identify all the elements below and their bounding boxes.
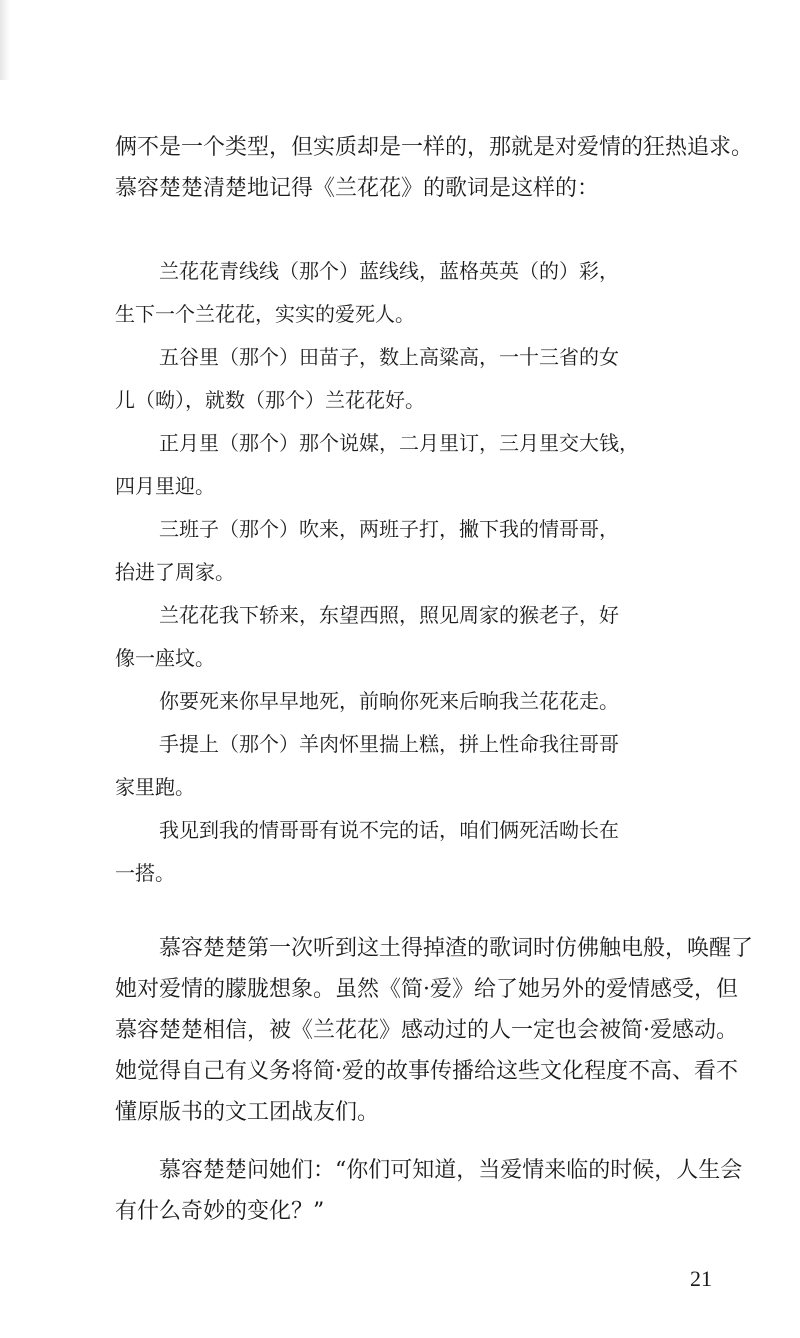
intro-paragraph xyxy=(115,127,754,209)
lyric-line: 抬进了周家。 xyxy=(115,560,235,584)
page-number: 21 xyxy=(690,1266,712,1291)
lyrics-block xyxy=(115,250,685,895)
lyric-line: 五谷里（那个）田苗子，数上高粱高，一十三省的女 xyxy=(159,345,619,369)
lyric-line: 家里跑。 xyxy=(115,775,195,799)
para2-line-5: 懂原版书的文工团战友们。 xyxy=(115,1100,380,1125)
intro-line-2: 慕容楚楚清楚地记得《兰花花》的歌词是这样的： xyxy=(115,176,600,201)
lyric-verse-5 xyxy=(115,594,685,680)
para2-line-1: 慕容楚楚第一次听到这土得掉渣的歌词时仿佛触电般，唤醒了 xyxy=(115,936,754,961)
lyric-verse-7 xyxy=(115,723,685,809)
lyric-line: 像一座坟。 xyxy=(115,646,215,670)
intro-line-1: 俩不是一个类型，但实质却是一样的，那就是对爱情的狂热追求。 xyxy=(115,135,754,160)
lyric-verse-1 xyxy=(115,250,685,336)
lyric-line: 四月里迎。 xyxy=(115,474,215,498)
lyric-line: 三班子（那个）吹来，两班子打，撇下我的情哥哥， xyxy=(159,517,619,541)
lyric-line: 我见到我的情哥哥有说不完的话，咱们俩死活呦长在 xyxy=(159,818,619,842)
lyric-verse-2 xyxy=(115,336,685,422)
lyric-line: 手提上（那个）羊肉怀里揣上糕，拼上性命我往哥哥 xyxy=(159,732,619,756)
lyric-line: 正月里（那个）那个说媒，二月里订，三月里交大钱， xyxy=(159,431,639,455)
lyric-line: 生下一个兰花花，实实的爱死人。 xyxy=(115,302,415,326)
para2-line-4: 她觉得自己有义务将简·爱的故事传播给这些文化程度不高、看不 xyxy=(115,1059,738,1084)
lyric-verse-6 xyxy=(115,680,685,723)
body-paragraph-3 xyxy=(115,1150,743,1232)
lyric-line: 你要死来你早早地死，前晌你死来后晌我兰花花走。 xyxy=(159,689,619,713)
lyric-line: 一搭。 xyxy=(115,861,175,885)
lyric-line: 儿（呦），就数（那个）兰花花好。 xyxy=(115,388,425,412)
para3-line-2: 有什么奇妙的变化？” xyxy=(115,1199,325,1224)
lyric-line: 兰花花青线线（那个）蓝线线，蓝格英英（的）彩， xyxy=(159,259,619,283)
lyric-verse-4 xyxy=(115,508,685,594)
para2-line-3: 慕容楚楚相信，被《兰花花》感动过的人一定也会被简·爱感动。 xyxy=(115,1018,738,1043)
lyric-verse-8 xyxy=(115,809,685,895)
lyric-verse-3 xyxy=(115,422,685,508)
para3-line-1: 慕容楚楚问她们：“你们可知道，当爱情来临的时候，人生会 xyxy=(115,1158,743,1183)
body-paragraph-2 xyxy=(115,928,754,1133)
page-edge-shadow xyxy=(0,0,10,80)
para2-line-2: 她对爱情的朦胧想象。虽然《简·爱》给了她另外的爱情感受，但 xyxy=(115,977,738,1002)
lyric-line: 兰花花我下轿来，东望西照，照见周家的猴老子，好 xyxy=(159,603,619,627)
